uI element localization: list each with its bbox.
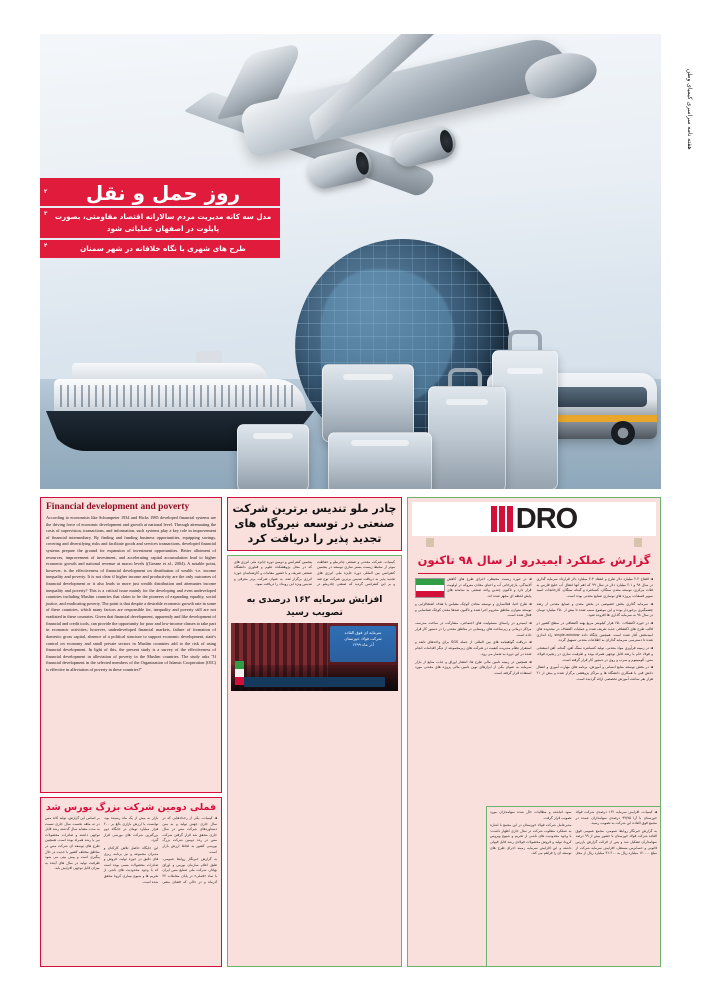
decor-icon-left	[426, 538, 434, 547]
sub-headline-1[interactable]	[40, 208, 280, 238]
femeli-para-0: ◄ کیمیات- یکی از رخدادهایی که در سال جاری جهش تولید و به یمن دستاوردهای شرکت مس در سال جاری محقق شد قرار گرفتن شرکت مس در رده دومین شرکت بزرگ بورسی کشور به لحاظ ارزش بازار است.	[162, 816, 217, 854]
femeli-body	[45, 816, 217, 885]
chadormalu-body	[231, 559, 398, 591]
imidro-headline[interactable]: گزارش عملکرد ایمیدرو از سال ۹۸ تاکنون	[417, 553, 651, 567]
femeli-headline[interactable]: فملی دومین شرکت بزرگ بورس شد	[45, 802, 217, 813]
sub-headline-2-text: طرح های شهری با نگاه خلاقانه در شهر سمنان	[80, 243, 246, 253]
imidro-para-4: ◄ در بخش توسعه منابع انسانی و آموزش، برنامه های مهارت آموزی و انتقال دانش فنی با همکاری دانشگاه ها و مراکز پژوهشی برگزار شده و بیش از ۲۱ هزار نفر ساعت آموزش تخصصی ارائه گردیده است.	[536, 665, 653, 681]
capital-increase-headline[interactable]: افزایش سرمایه ۱۶۲ درصدی به تصویب رسید	[246, 595, 383, 618]
imidro-para-2: ◄ در حوزه اکتشاف، ۶۵۰ هزار کیلومتر مربع پهنه اکتشافی در سطح کشور در قالب طرح های اکتشافی جدید تعریف شده و عملیات اکتشاف در محدوده های امیدبخش آغاز شده است. همچنین پایگاه داده single-window راه اندازی شده تا دسترسی سرمایه گذاران به اطلاعات معدنی تسهیل گردد.	[536, 621, 653, 643]
sub-headline-1-page: ۳	[44, 211, 48, 217]
imidro-para-0: ◄ افتتاح ۲.۴ میلیارد دلار طرح و انعقاد ۴.۳ میلیارد دلار قرارداد سرمایه گذاری در سال ۹۸ و ۲.۱ میلیارد دلار در سال ۹۹ که اهم آنها انتقال آب خلیج فارس به فلات مرکزی، توسعه معدن سنگان، کنسانتره و گندله سنگان، کارخانجات اسید سوپر فسفات، پروژه های نوسازی صنایع معدنی بوده است.	[536, 577, 654, 599]
chadormalu-text: کیمیات- شرکت معدنی و صنعتی چادرملو و حفاظت موثر از محیط زیست بستر سازی توسعه در پنجمین کنفرانس بین المللی دوره جایزه ملی انرژی های تجدید پذیر به دریافت تندیس برترین شرکت توج شد و بر این کنفرانس گردید که صنعتی چادرملو در پنجمین کنفرانس و دومین دوره جایزه ملی انرژی های که در محل پژوهشکده علوم و فناوری دانشگاه صنعتی شریف و با حضور مقامات و کارشناسان حوزه انرژی برگزار شد، به عنوان شرکت برتر معرفی و تندیس ویژه این رویداد را دریافت نمود.	[234, 559, 395, 587]
hero-photo	[40, 34, 661, 489]
bs-para-1: به گزارش خبرنگار روابط عمومی، مجمع عمومی فوق العاده شرکت فولاد خوزستان با حضور بیش از ۹۹ درصد سهامداران تشکیل شد و پس از قرائت گزارش بازرس قانونی و حسابرس مستقل، افزایش سرمایه شرکت از مبلغ ۱۲.۰۰۰ میلیارد ریال به ۳۱.۴۰۰ میلیارد ریال از محل سود انباشته و مطالبات حال شده سهامداران مورد تصویب قرار گرفت.	[490, 810, 658, 856]
imidro-para-7: ◄ ایمیدرو در راستای مسئولیت های اجتماعی، مشارکت در ساخت مدرسه، مراکز درمانی و زیرساخت های روستایی در مناطق معدنی را در دستور کار قرار داده است.	[415, 621, 532, 637]
photo-iran-flag-icon	[235, 661, 244, 685]
headline-stack	[40, 178, 280, 258]
sub-headline-2-page: ۴	[44, 242, 48, 249]
sub-headline-2[interactable]	[40, 240, 280, 258]
main-headline-text: روز حمل و نقل	[85, 181, 241, 205]
bottom-strip	[299, 806, 661, 967]
right-column	[40, 497, 222, 967]
imidro-para-6: ◄ طرح احیا، فعالسازی و توسعه معادن کوچک مقیاس با هدف اشتغالزایی و توسعه متوازن مناطق محروم اجرا شده و تاکنون صدها معدن کوچک شناسایی و فعال شده است.	[415, 601, 532, 618]
steel-capital-continuation	[486, 806, 661, 967]
bs-para-0: ◄ کیمیات- افزایش سرمایه ۱۶۲ درصدی شرکت فولاد خوزستان با آرا ۹۹/۷۵ درصدی سهامداران عمده در مجمع فوق العاده این شرکت به تصویب رسید.	[575, 810, 657, 826]
bs-para-2: مدیرعامل شرکت فولاد خوزستان در این مجمع با اشاره به عملکرد مطلوب شرکت در سال جاری اظهار داشت: با وجود محدودیت های ناشی از تحریم و شیوع ویروس کرونا، تولید و فروش محصولات فولادی رشد قابل قبولی داشته و این افزایش سرمایه زمینه اجرای طرح های توسعه ای را فراهم می کند.	[490, 823, 572, 856]
imidro-mark-icon	[491, 506, 513, 532]
femeli-para-3: بر اساس این گزارش، تولید کاتد مس در نه ماهه نخست سال جاری نسبت به مدت مشابه سال گذشته رشد قابل توجهی داشته و صادرات محصولات نیز با رشد همراه بوده است. همچنین طرح های توسعه ای شرکت مس در مناطق مختلف کشور با جدیت در حال پیگیری است و پیش بینی می شود ظرفیت تولید در سال های آینده به میزان قابل توجهی افزایش یابد.	[45, 816, 100, 871]
chadormalu-headline-box[interactable]	[227, 497, 402, 551]
banner-company: شرکت فولاد خوزستان	[344, 636, 382, 642]
decor-icon-right	[634, 538, 642, 547]
imidro-para-3: ◄ در زمینه فرآوری مواد معدنی، تولید کنسانتره سنگ آهن، گندله، آهن اسفنجی و فولاد خام با رشد قابل توجهی همراه بوده و ظرفیت سازی در زنجیره فولاد، مس، آلومینیوم و سرب و روی در دستور کار قرار گرفته است.	[536, 646, 653, 662]
divider-rule	[418, 573, 650, 574]
vertical-side-title: هفته نامه سراسری کیمیای وطن	[686, 68, 693, 150]
femeli-para-1: به گزارش خبرنگار روابط عمومی، طبق اعلام سازمان بورس و اوراق بهادار، شرکت ملی صنایع مس ایران با نماد «فملی» در پایان معاملات ۲۲ آذرماه و در حالی که فضای منفی بازار به بیش از یک ماه رسیده بود، توانست با ارزش بازاری بالغ بر ۲۰۰ هزار میلیارد تومان در جایگاه دوم بزرگترین شرکت های بورسی قرار گیرد.	[103, 816, 217, 884]
luggage-small	[237, 424, 309, 489]
imidro-para-9: ◄ همچنین در زمینه تامین مالی طرح ها، انتشار اوراق و جذب منابع از بازار سرمایه به عنوان یکی از ابزارهای نوین تامین مالی پروژه های معدنی مورد استفاده قرار گرفته است.	[415, 659, 532, 676]
imidro-para-8: ◄ دریافت گواهینامه های بین المللی از جمله SGS برای واحدهای تابعه و استقرار نظام مدیریت کیفیت در شرکت های زیرمجموعه از دیگر اقدامات انجام شده در این دوره به شمار می رود.	[415, 640, 532, 656]
luggage-upright	[428, 386, 506, 489]
english-headline[interactable]: Financial development and poverty	[46, 502, 190, 512]
femeli-para-2: این جایگاه حاصل تلاش کارکنان و مدیران مجموعه و نیز برنامه ریزی های دقیق در حوزه تولید، فروش و صادرات محصولات مسی بوده است که با وجود محدودیت های ناشی از تحریم ها و شیوع بیماری کرونا محقق شده است.	[103, 845, 159, 884]
femeli-article	[40, 797, 222, 967]
luggage-top	[322, 364, 414, 442]
imidro-wordmark: DRO	[515, 502, 578, 535]
sub-headline-1-text: مدل سه کانه مدیریت مردم سالارانه اقتصاد مقاومتی، بصورت پایلوت در اصفهان عملیاتی شود	[54, 212, 272, 233]
assembly-photo	[231, 623, 398, 691]
main-headline-page: ۲	[44, 189, 48, 195]
luggage-bottom	[328, 432, 432, 489]
imidro-body	[412, 576, 656, 683]
english-body	[46, 515, 216, 674]
main-headline[interactable]	[40, 178, 280, 206]
ship-windows	[60, 385, 296, 407]
imidro-logo	[412, 502, 656, 536]
english-article	[40, 497, 222, 793]
banner-date: آذر ماه ۱۳۹۹	[352, 642, 374, 648]
imidro-flag-para	[415, 577, 532, 600]
luggage-handle-tall	[508, 330, 542, 352]
english-para-0: According to economists like Schumpeter 1934 and Hicks 1985 developed financial systems are the driving force of economic development and growth at national level. Through attenuating the costs of supervision, transactions, and information, such systems play a key role in improvement of financial intermediary. By finding and funding business opportunities, equipping savings, covering and diversifying risks and facilitate goods and services transactions, developed financial systems prepare the ground for expansion of investment opportunities. Better allotment of resources, improvement of investment, and accelerating capital accumulation lead to higher economic growth and national revenue at macro levels )(Greane et al., 2004). A notable point, however, is the effectiveness of financial development on distribution of wealth -i.e. income inequality and poverty. It is not clear if higher income and productivity are the only outcomes of financial development or it also leads to more just wealth distribution and attenuates income inequality and poverty? This is a critical issue mainly for the developing and even undeveloped countries including Muslim countries that claim to be the pioneers of expanding equality, social justice, and eradicating poverty. The point is that despite a desirable economic growth rate in some of these countries, which many factors are responsible for, inequality and poverty still are not eradiated in these countries. Given that financial development, apparently and like development of financial and credit tools, can provide the opportunity for poor and low-income classes to take part in economic activities; however, underdeveloped financial markets, failure of formation of domestic gross capital, absence of a political structure to support economic development, state's control on economy and small private sectors in Muslim countries add to the risk of using financial development. In light of this, the present study is a survey of the effectiveness of financial development in alleviation of poverty in the Muslim countries. The study asks "If financial development in the selected members of the Organization of Islamic Cooperation (OIC) is effective in alleviation of poverty in these countries?"	[46, 514, 216, 672]
iran-flag-icon	[415, 578, 445, 598]
imidro-para-1: ◄ سرمایه گذاری بخش خصوصی در بخش معدن و صنایع معدنی از رشد چشمگیری برخوردار بوده و این موضوع سبب شده تا بیش از ۲۵۰ میلیارد تومان در سال ۹۸ به سرمایه گذاری ها افزوده شود.	[536, 601, 653, 618]
photo-stage-banner	[330, 626, 396, 662]
chadormalu-headline: چادر ملو تندیس برترین شرکت صنعتی در توسعه نیروگاه های تجدید پذیر را دریافت کرد	[232, 502, 397, 546]
imidro-para-5: ◄ در حوزه زیست محیطی، اجرای طرح های کاهش آلایندگی، بازچرخانی آب و احیای معادن متروکه در اولویت قرار دارد و تاکنون چندین واحد صنعتی به سامانه های پایش لحظه ای مجهز شده اند.	[447, 577, 532, 599]
photo-panel-table	[244, 677, 384, 687]
imidro-decor-icons	[412, 536, 656, 547]
bus-wheel-rear	[611, 421, 635, 445]
banner-title: سرمایه ای فوق القاده	[344, 630, 382, 636]
